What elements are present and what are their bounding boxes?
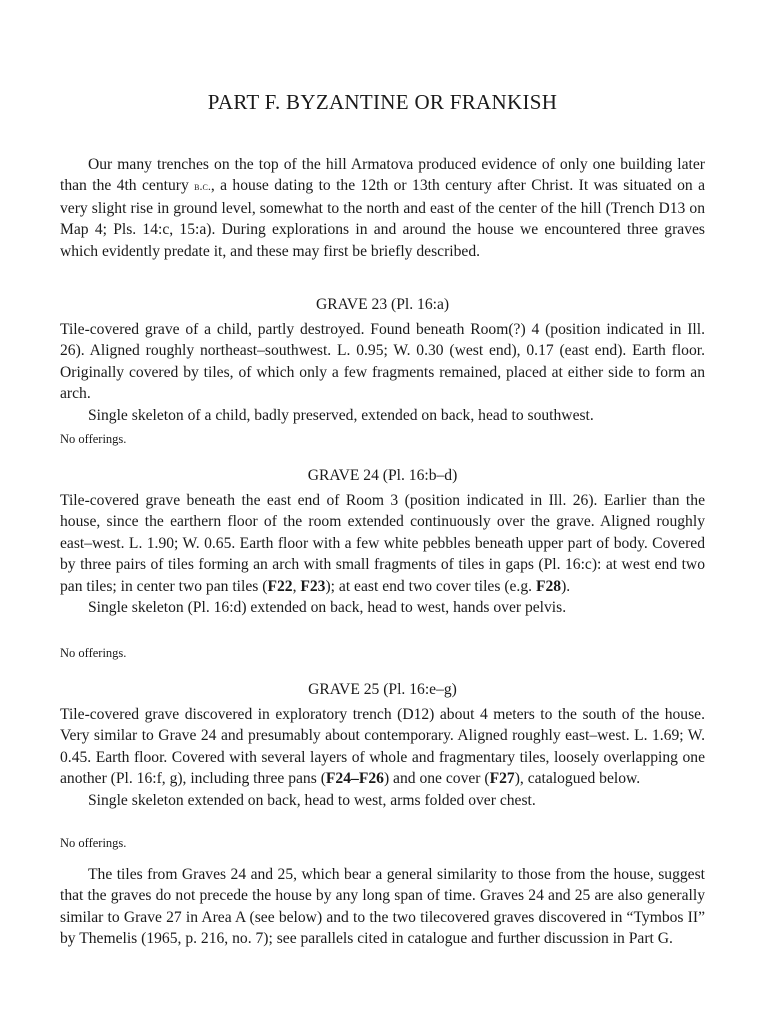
catalogue-ref-f28: F28 [535, 577, 562, 595]
grave-23-description: Tile-covered grave of a child, partly destroyed. Found beneath Room(?) 4 (position indicated in Ill. 26). Aligned roughly northeast–southwest. L. 0.95; W. 0.30 (west end), 0.17 (east end). Earth floor. Originally covered by tiles, of which only a few fragments remained, placed at either side to form an arch. [60, 321, 705, 403]
grave-23-heading: GRAVE 23 (Pl. 16:a) [315, 296, 450, 313]
grave-24-sep: , [292, 577, 301, 595]
grave-25-heading: GRAVE 25 (Pl. 16:e–g) [308, 681, 457, 698]
grave-25-description [60, 704, 705, 790]
grave-25-text-a: Tile-covered grave discovered in exploratory trench (D12) about 4 meters to the south of the house. Very similar to Grave 24 and presumably about contemporary. Aligned roughly east–west. L. 1.69; W. 0.45. Earth floor. Covered with several layers of whole and fragmentary tiles, loosely overlapping one another (Pl. 16:f, g), including three pans ( [60, 706, 705, 788]
grave-25-offerings: No offerings. [60, 836, 127, 850]
grave-24-description [60, 490, 705, 597]
grave-23-body [60, 319, 705, 426]
grave-24-text-b: ); at east end two cover tiles (e.g. [325, 577, 536, 595]
grave-23-skeleton: Single skeleton of a child, badly preserved, extended on back, head to southwest. [88, 406, 594, 424]
catalogue-ref-f22: F22 [267, 577, 293, 595]
closing-paragraph: The tiles from Graves 24 and 25, which bear a general similarity to those from the house, suggest that the graves do not precede the house by any long span of time. Graves 24 and 25 are also generally similar to Grave 27 in Area A (see below) and to the two tilecovered graves discovered in “Tymbos II” by Themelis (1965, p. 216, no. 7); see parallels cited in catalogue and further discussion in Part G. [60, 866, 705, 948]
page-title: PART F. BYZANTINE OR FRANKISH [207, 90, 558, 114]
intro-text-1: Our many trenches on the top of the hill Armatova produced evidence of only one building later than the 4th century [60, 156, 705, 195]
grave-24-body [60, 490, 705, 618]
grave-24-heading: GRAVE 24 (Pl. 16:b–d) [307, 467, 458, 484]
intro-paragraph [60, 154, 705, 262]
grave-24-text-a: Tile-covered grave beneath the east end of Room 3 (position indicated in Ill. 26). Earlier than the house, since the earthern floor of the room extended continuously over the grave. Aligned roughly east–west. L. 1.90; W. 0.65. Earth floor with a few white pebbles beneath upper part of body. Covered by three pairs of tiles forming an arch with small fragments of tiles in gaps (Pl. 16:c): at west end two pan tiles; in center two pan tiles ( [60, 492, 705, 595]
intro-text-2: , a house dating to the 12th or 13th century after Christ. It was situated on a very slight rise in ground level, somewhat to the north and east of the center of the hill (Trench D13 on Map 4; Pls. 14:c, 15:a). During explorations in and around the house we encountered three graves which evidently predate it, and these may first be briefly described. [60, 177, 705, 260]
grave-24-skeleton: Single skeleton (Pl. 16:d) extended on back, head to west, hands over pelvis. [88, 599, 567, 617]
catalogue-ref-f27: F27 [489, 770, 515, 788]
catalogue-ref-f23: F23 [300, 577, 326, 595]
grave-23-offerings: No offerings. [60, 432, 127, 446]
grave-25-text-b: ) and one cover ( [383, 770, 490, 788]
grave-25-skeleton: Single skeleton extended on back, head to west, arms folded over chest. [88, 791, 536, 809]
intro-bc: b.c. [194, 179, 211, 194]
grave-24-offerings: No offerings. [60, 646, 127, 660]
grave-24-text-c: ). [561, 577, 571, 595]
grave-25-text-c: ), catalogued below. [514, 770, 641, 788]
catalogue-ref-f24-f26: F24–F26 [325, 770, 384, 788]
grave-25-body [60, 704, 705, 811]
